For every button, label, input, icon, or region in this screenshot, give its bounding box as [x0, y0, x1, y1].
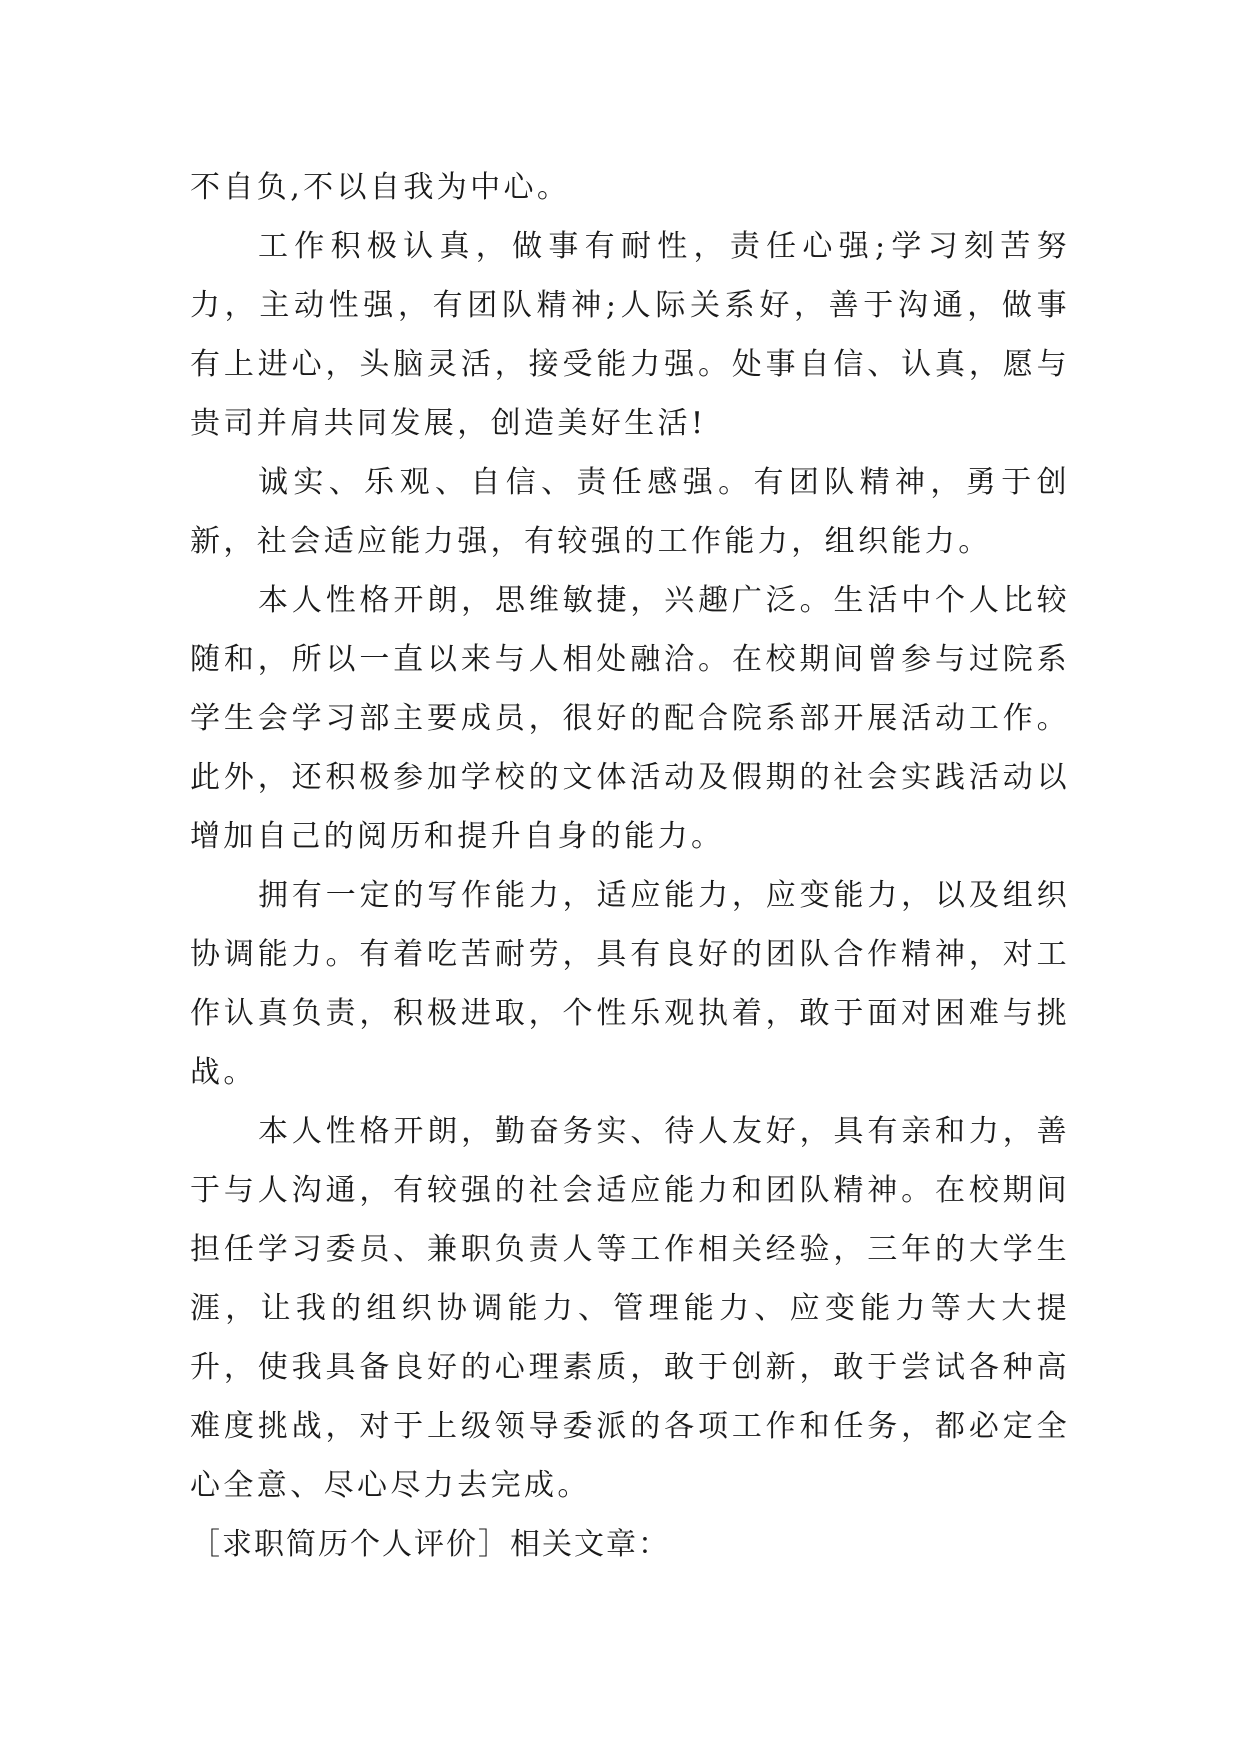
related-articles-heading: ［求职简历个人评价］相关文章：: [190, 1527, 670, 1562]
document-body: [190, 158, 1070, 1574]
paragraph-3: 诚实、乐观、自信、责任感强。有团队精神，勇于创新，社会适应能力强，有较强的工作能力，组织能力。: [190, 465, 1070, 559]
paragraph-5: 拥有一定的写作能力，适应能力，应变能力，以及组织协调能力。有着吃苦耐劳，具有良好的团队合作精神，对工作认真负责，积极进取，个性乐观执着，敢于面对困难与挑战。: [190, 878, 1070, 1090]
paragraph-1: 不自负,不以自我为中心。: [190, 170, 571, 205]
paragraph-2: 工作积极认真，做事有耐性，责任心强;学习刻苦努力，主动性强，有团队精神;人际关系好，善于沟通，做事有上进心，头脑灵活，接受能力强。处事自信、认真，愿与贵司并肩共同发展，创造美好生活!: [190, 229, 1070, 441]
paragraph-4: 本人性格开朗，思维敏捷，兴趣广泛。生活中个人比较随和，所以一直以来与人相处融洽。在校期间曾参与过院系学生会学习部主要成员，很好的配合院系部开展活动工作。此外，还积极参加学校的文体活动及假期的社会实践活动以增加自己的阅历和提升自身的能力。: [190, 583, 1070, 854]
paragraph-6: 本人性格开朗，勤奋务实、待人友好，具有亲和力，善于与人沟通，有较强的社会适应能力和团队精神。在校期间担任学习委员、兼职负责人等工作相关经验，三年的大学生涯，让我的组织协调能力、管理能力、应变能力等大大提升，使我具备良好的心理素质，敢于创新，敢于尝试各种高难度挑战，对于上级领导委派的各项工作和任务，都必定全心全意、尽心尽力去完成。: [190, 1114, 1070, 1503]
